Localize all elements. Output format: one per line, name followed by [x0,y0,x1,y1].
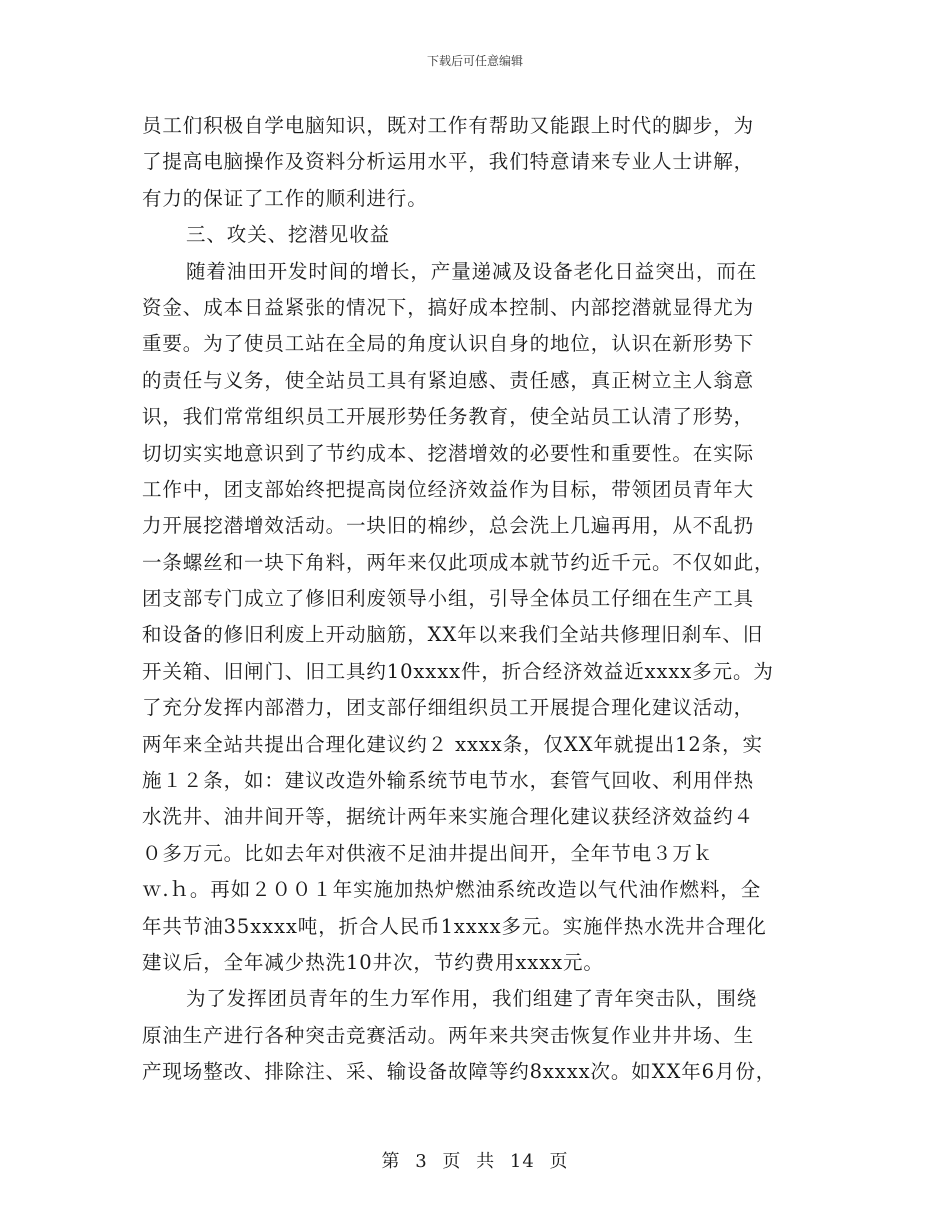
text-line: 有力的保证了工作的顺利进行。 [142,186,428,210]
text-line: 资金、成本日益紧张的情况下，搞好成本控制、内部挖潜就显得尤为 [142,295,755,319]
text-line: 一条螺丝和一块下角料，两年来仅此项成本就节约近千元。不仅如此， [142,550,775,574]
text-line: 开关箱、旧闸门、旧工具约10xxxx件，折合经济效益近xxxx多元。为 [142,659,774,683]
text-line: ｗ.ｈ。再如２００１年实施加热炉燃油系统改造以气代油作燃料，全 [142,878,762,902]
page-number: 3 [415,1151,428,1172]
text-line: 年共节油35xxxx吨，折合人民币1xxxx多元。实施伴热水洗井合理化 [142,914,767,938]
text-line: 了充分发挥内部潜力，团支部仔细组织员工开展提合理化建议活动， [142,696,755,720]
text-line: 切切实实地意识到了节约成本、挖潜增效的必要性和重要性。在实际 [142,441,755,465]
text-line: 的责任与义务，使全站员工具有紧迫感、责任感，真正树立主人翁意 [142,368,755,392]
text-line: 员工们积极自学电脑知识，既对工作有帮助又能跟上时代的脚步，为 [142,114,755,137]
text-line: 识，我们常常组织员工开展形势任务教育，使全站员工认清了形势， [142,405,755,429]
text-line: 为了发挥团员青年的生力军作用，我们组建了青年突击队，围绕 [186,987,758,1011]
text-line: 力开展挖潜增效活动。一块旧的棉纱，总会洗上几遍再用，从不乱扔 [142,514,755,538]
footer-prefix: 第 [381,1151,401,1172]
text-line: 原油生产进行各种突击竞赛活动。两年来共突击恢复作业井井场、生 [142,1023,755,1047]
text-line: 施１２条，如：建议改造外输系统节电节水，套管气回收、利用伴热 [142,769,755,793]
text-line: 了提高电脑操作及资料分析运用水平，我们特意请来专业人士讲解， [142,150,755,174]
footer-page-label: 页 [442,1151,462,1172]
text-line: 团支部专门成立了修旧利废领导小组，引导全体员工仔细在生产工具 [142,587,755,611]
total-pages: 14 [509,1151,535,1172]
text-line: 建议后，全年减少热洗10井次，节约费用xxxx元。 [142,950,604,974]
text-line: 产现场整改、排除注、采、输设备故障等约8xxxx次。如XX年6月份， [142,1060,777,1084]
text-line: ０多万元。比如去年对供液不足油井提出间开，全年节电３万ｋ [142,841,714,865]
text-line: 工作中，团支部始终把提高岗位经济效益作为目标，带领团员青年大 [142,477,755,501]
page-footer [0,1147,950,1173]
text-line: 和设备的修旧利废上开动脑筋，XX年以来我们全站共修理旧刹车、旧 [142,623,764,647]
document-body [142,108,822,1091]
text-line: 重要。为了使员工站在全局的角度认识自身的地位，认识在新形势下 [142,332,755,356]
footer-suffix: 页 [549,1151,569,1172]
section-heading: 三、攻关、挖潜见收益 [186,223,391,247]
text-line: 两年来全站共提出合理化建议约２ xxxx条，仅XX年就提出12条，实 [142,732,763,756]
text-line: 水洗井、油井间开等，据统计两年来实施合理化建议获经济效益约４ [142,805,755,829]
page-header: 下载后可任意编辑 [426,54,523,68]
footer-total-label: 共 [476,1151,496,1172]
text-line: 随着油田开发时间的增长，产量递减及设备老化日益突出，而在 [186,259,758,283]
